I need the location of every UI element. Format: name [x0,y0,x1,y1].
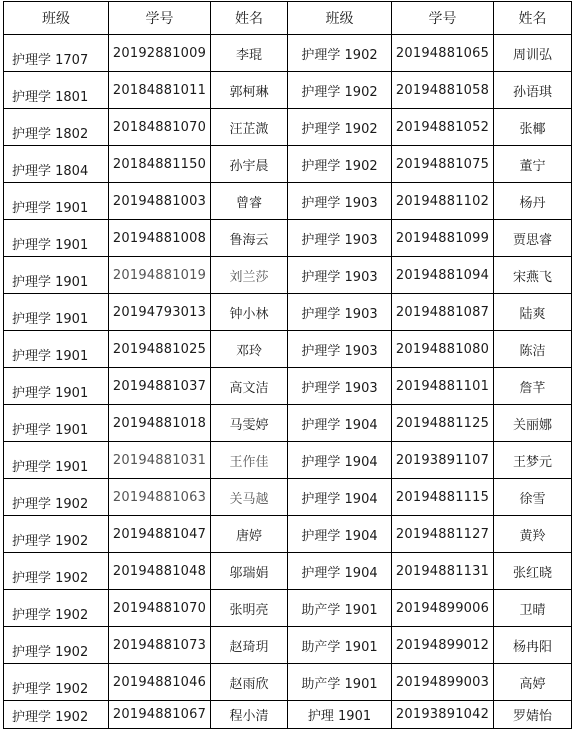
student-id-cell: 20194881031 [109,442,211,479]
class-cell: 护理学 1901 [4,405,109,442]
class-cell: 护理学 1901 [4,220,109,257]
table-row [4,405,572,442]
header-row [4,2,572,35]
name-cell: 郭柯琳 [211,72,288,109]
student-id-cell: 20194881019 [109,257,211,294]
table-row [4,294,572,331]
student-id-cell-2: 20193891042 [392,701,494,729]
class-cell-2: 护理学 1904 [288,516,392,553]
student-id-cell-2: 20194881127 [392,516,494,553]
name-cell-2: 黄羚 [494,516,572,553]
name-cell-2: 贾思睿 [494,220,572,257]
class-cell-2: 护理学 1904 [288,479,392,516]
student-id-cell: 20194881070 [109,590,211,627]
student-id-cell-2: 20194881099 [392,220,494,257]
name-cell: 刘兰莎 [211,257,288,294]
student-id-cell: 20194881008 [109,220,211,257]
header-student-id-2: 学号 [392,2,494,35]
class-cell-2: 助产学 1901 [288,664,392,701]
name-cell-2: 孙语琪 [494,72,572,109]
name-cell-2: 关丽娜 [494,405,572,442]
table-row [4,109,572,146]
student-id-cell-2: 20194881058 [392,72,494,109]
student-id-cell-2: 20194881125 [392,405,494,442]
name-cell: 赵雨欣 [211,664,288,701]
table-row [4,368,572,405]
table-row [4,479,572,516]
name-cell-2: 徐雪 [494,479,572,516]
class-cell: 护理学 1902 [4,553,109,590]
student-id-cell-2: 20193891107 [392,442,494,479]
class-cell-2: 护理学 1902 [288,35,392,72]
class-cell-2: 护理学 1904 [288,442,392,479]
name-cell: 关马越 [211,479,288,516]
class-cell: 护理学 1901 [4,183,109,220]
table-row [4,590,572,627]
name-cell: 钟小林 [211,294,288,331]
name-cell-2: 张椰 [494,109,572,146]
table-row [4,701,572,729]
student-id-cell-2: 20194881094 [392,257,494,294]
class-cell-2: 护理学 1904 [288,405,392,442]
header-class-2: 班级 [288,2,392,35]
student-id-cell: 20194881018 [109,405,211,442]
class-cell-2: 护理学 1903 [288,368,392,405]
class-cell-2: 护理学 1903 [288,220,392,257]
header-name: 姓名 [211,2,288,35]
name-cell-2: 杨丹 [494,183,572,220]
name-cell-2: 王梦元 [494,442,572,479]
student-id-cell: 20184881011 [109,72,211,109]
class-cell: 护理学 1901 [4,257,109,294]
name-cell: 邓玲 [211,331,288,368]
student-id-cell-2: 20194881087 [392,294,494,331]
class-cell: 护理学 1902 [4,627,109,664]
class-cell: 护理学 1901 [4,368,109,405]
class-cell-2: 护理学 1903 [288,294,392,331]
student-id-cell-2: 20194881131 [392,553,494,590]
table-row [4,72,572,109]
name-cell: 王作佳 [211,442,288,479]
student-id-cell: 20194881046 [109,664,211,701]
table-row [4,553,572,590]
class-cell-2: 护理学 1902 [288,72,392,109]
name-cell: 汪芷溦 [211,109,288,146]
name-cell: 马雯婷 [211,405,288,442]
name-cell-2: 陈洁 [494,331,572,368]
class-cell-2: 护理学 1903 [288,183,392,220]
name-cell-2: 高婷 [494,664,572,701]
table-row [4,516,572,553]
student-id-cell-2: 20194881115 [392,479,494,516]
student-roster-table [3,1,572,729]
header-class: 班级 [4,2,109,35]
student-id-cell: 20194793013 [109,294,211,331]
class-cell-2: 助产学 1901 [288,627,392,664]
student-id-cell: 20194881067 [109,701,211,729]
name-cell-2: 周训弘 [494,35,572,72]
class-cell-2: 护理学 1903 [288,331,392,368]
class-cell-2: 护理学 1904 [288,553,392,590]
header-student-id: 学号 [109,2,211,35]
student-id-cell-2: 20194881052 [392,109,494,146]
name-cell: 鲁海云 [211,220,288,257]
student-id-cell: 20194881047 [109,516,211,553]
name-cell-2: 董宁 [494,146,572,183]
class-cell-2: 护理 1901 [288,701,392,729]
class-cell: 护理学 1902 [4,664,109,701]
student-id-cell-2: 20194881065 [392,35,494,72]
class-cell: 护理学 1902 [4,479,109,516]
name-cell: 张明亮 [211,590,288,627]
student-id-cell: 20194881037 [109,368,211,405]
table-row [4,257,572,294]
name-cell: 孙宇晨 [211,146,288,183]
table-row [4,220,572,257]
table-row [4,35,572,72]
table-row [4,442,572,479]
class-cell: 护理学 1902 [4,516,109,553]
name-cell-2: 卫晴 [494,590,572,627]
table-body [4,35,572,729]
class-cell: 护理学 1802 [4,109,109,146]
student-id-cell-2: 20194881102 [392,183,494,220]
student-id-cell: 20194881073 [109,627,211,664]
name-cell: 李琨 [211,35,288,72]
class-cell: 护理学 1902 [4,590,109,627]
student-id-cell-2: 20194881101 [392,368,494,405]
name-cell: 赵琦玥 [211,627,288,664]
table-row [4,183,572,220]
class-cell: 护理学 1901 [4,442,109,479]
name-cell-2: 詹芊 [494,368,572,405]
name-cell-2: 杨冉阳 [494,627,572,664]
student-id-cell: 20184881150 [109,146,211,183]
name-cell: 唐婷 [211,516,288,553]
name-cell-2: 张红晓 [494,553,572,590]
student-id-cell: 20194881025 [109,331,211,368]
class-cell-2: 护理学 1903 [288,257,392,294]
class-cell: 护理学 1901 [4,331,109,368]
name-cell: 高文洁 [211,368,288,405]
table-row [4,146,572,183]
class-cell-2: 护理学 1902 [288,146,392,183]
name-cell-2: 罗婧怡 [494,701,572,729]
student-id-cell: 20184881070 [109,109,211,146]
student-id-cell: 20194881003 [109,183,211,220]
header-name-2: 姓名 [494,2,572,35]
class-cell: 护理学 1707 [4,35,109,72]
name-cell-2: 宋燕飞 [494,257,572,294]
class-cell-2: 护理学 1902 [288,109,392,146]
name-cell: 邬瑞娟 [211,553,288,590]
table-row [4,331,572,368]
class-cell: 护理学 1901 [4,294,109,331]
student-id-cell: 20194881048 [109,553,211,590]
class-cell: 护理学 1801 [4,72,109,109]
student-id-cell-2: 20194899012 [392,627,494,664]
student-id-cell-2: 20194899006 [392,590,494,627]
student-id-cell-2: 20194899003 [392,664,494,701]
class-cell-2: 助产学 1901 [288,590,392,627]
table-row [4,664,572,701]
table-row [4,627,572,664]
student-id-cell: 20192881009 [109,35,211,72]
class-cell: 护理学 1804 [4,146,109,183]
name-cell: 曾睿 [211,183,288,220]
class-cell: 护理学 1902 [4,701,109,729]
name-cell: 程小清 [211,701,288,729]
student-id-cell-2: 20194881080 [392,331,494,368]
student-id-cell-2: 20194881075 [392,146,494,183]
name-cell-2: 陆爽 [494,294,572,331]
student-id-cell: 20194881063 [109,479,211,516]
table-header [4,2,572,35]
